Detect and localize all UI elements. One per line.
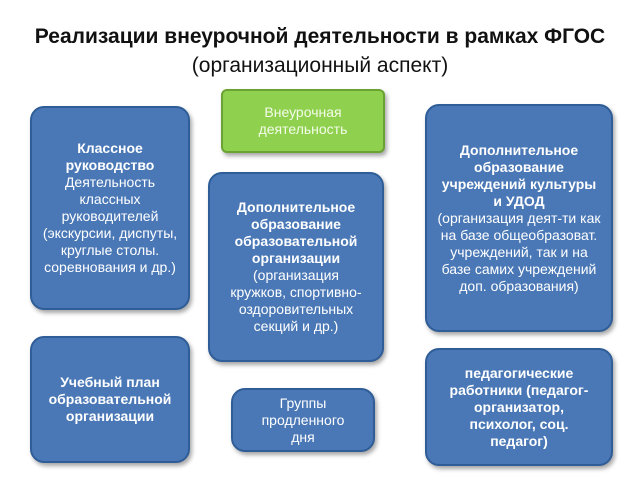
class-management-box xyxy=(30,106,190,310)
additional-education-school-box xyxy=(208,172,384,362)
extracurricular-activity-box xyxy=(221,89,385,153)
additional-education-culture-heading: Дополнительное образование учреждений культуры и УДОД xyxy=(441,141,597,209)
teaching-staff-box xyxy=(425,348,613,466)
title-bold: Реализации внеурочной деятельности в рамках ФГОС xyxy=(34,25,606,48)
extended-day-groups-box xyxy=(231,388,375,452)
curriculum-heading: Учебный план образовательной организации xyxy=(48,374,172,424)
class-management-heading: Классное руководство xyxy=(65,140,155,173)
class-management-text: Деятельность классных руководителей (экскурсии, диспуты, круглые столы. соревнования и др.) xyxy=(42,174,178,275)
teaching-staff-heading: педагогические работники (педагог-организатор, психолог, соц. педагог) xyxy=(449,364,589,449)
title-normal: (организационный аспект) xyxy=(191,54,449,77)
additional-education-school-heading: Дополнительное образование образовательной организации xyxy=(234,199,358,266)
additional-education-school-text: (организация кружков, спортивно-оздоровительных секций и др.) xyxy=(230,267,362,334)
diagram-title xyxy=(0,22,640,80)
curriculum-box xyxy=(30,336,190,463)
additional-education-culture-text: (организация деят-ти как на базе общеобразоват. учреждений, так и на базе самих учреждений доп. образования) xyxy=(437,209,601,294)
additional-education-culture-box xyxy=(425,104,613,332)
extracurricular-activity-label: Внеурочная деятельность xyxy=(258,104,348,137)
extended-day-groups-label: Группы продленного дня xyxy=(261,394,345,445)
